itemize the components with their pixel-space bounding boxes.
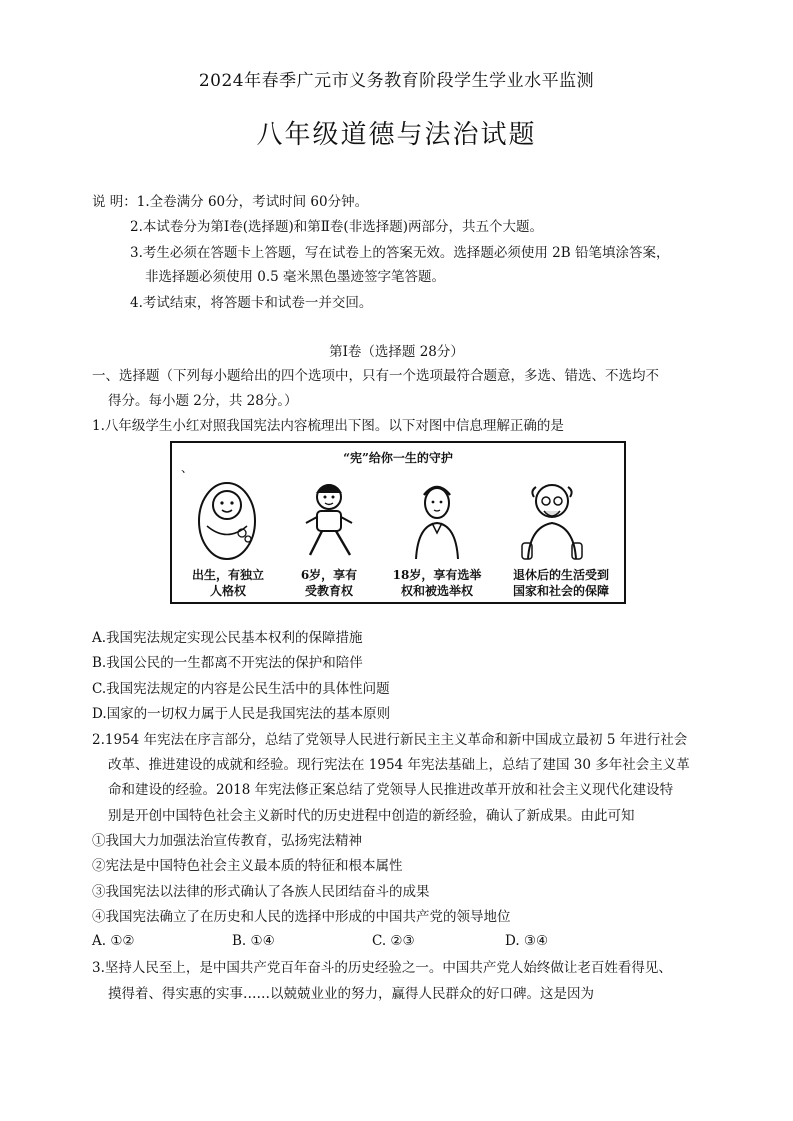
question-2-statement-2: ②宪法是中国特色社会主义最本质的特征和根本属性 (92, 858, 403, 874)
question-2-line-3: 命和建设的经验。2018 年宪法修正案总结了党领导人民推进改革开放和社会主义现代化建设特 (108, 782, 674, 798)
question-2-option-c: C. ②③ (372, 933, 415, 949)
baby-illustration (192, 471, 262, 563)
note-line-2: 2.本试卷分为第Ⅰ卷(选择题)和第Ⅱ卷(非选择题)两部分，共五个大题。 (130, 219, 543, 235)
question-2-line-4: 别是开创中国特色社会主义新时代的历史进程中创造的新经验，确认了新成果。由此可知 (108, 808, 635, 824)
young-adult-illustration (402, 473, 472, 563)
question-2-option-a: A. ①② (92, 933, 135, 949)
figure-caption-retirement: 退休后的生活受到 国家和社会的保障 (512, 568, 609, 598)
question-1-option-d: D.国家的一切权力属于人民是我国宪法的基本原则 (92, 706, 391, 722)
figure-caption-birth: 出生，有独立 人格权 (191, 568, 264, 598)
note-line-3: 3.考生必须在答题卡上答题，写在试卷上的答案无效。选择题必须使用 2B 铅笔填涂答案， (130, 245, 670, 261)
elder-illustration (512, 471, 592, 563)
question-3-line-2: 摸得着、得实惠的实事……以兢兢业业的努力，赢得人民群众的好口碑。这是因为 (108, 986, 594, 1002)
section-heading: 第Ⅰ卷（选择题 28分） (329, 344, 464, 360)
section-intro-1: 一、选择题（下列每小题给出的四个选项中，只有一个选项最符合题意，多选、错选、不选均不 (92, 368, 659, 384)
note-line-4: 4.考试结束，将答题卡和试卷一并交回。 (130, 295, 373, 311)
figure-mark: 、 (181, 461, 194, 475)
question-1-option-b: B.我国公民的一生都离不开宪法的保护和陪伴 (92, 655, 363, 671)
question-1-option-a: A.我国宪法规定实现公民基本权利的保障措施 (92, 630, 363, 646)
question-2-line-2: 改革、推进建设的成就和经验。现行宪法在 1954 年宪法基础上，总结了建国 30 多年社会主义革 (108, 757, 690, 773)
question-2-statement-3: ③我国宪法以法律的形式确认了各族人民团结奋斗的成果 (92, 884, 430, 900)
note-line-3b: 非选择题必须使用 0.5 毫米黑色墨迹签字笔答题。 (145, 269, 446, 285)
child-illustration (294, 473, 364, 563)
figure-caption-age-6: 6岁，享有 受教育权 (300, 568, 358, 598)
note-line-1: 说 明：1.全卷满分 60分，考试时间 60分钟。 (92, 194, 369, 210)
question-1-option-c: C.我国宪法规定的内容是公民生活中的具体性问题 (92, 681, 390, 697)
question-2-line-1: 2.1954 年宪法在序言部分，总结了党领导人民进行新民主主义革命和新中国成立最初 5 年进行社会 (92, 732, 688, 748)
figure-caption-age-18: 18岁，享有选举 权和被选举权 (392, 568, 482, 598)
question-2-statement-1: ①我国大力加强法治宣传教育，弘扬宪法精神 (92, 833, 362, 849)
section-intro-2: 得分。每小题 2分，共 28分。） (108, 393, 298, 409)
question-1-stem: 1.八年级学生小红对照我国宪法内容梳理出下图。以下对图中信息理解正确的是 (92, 418, 564, 434)
figure-title: “宪”给你一生的守护 (343, 451, 453, 465)
exam-title: 2024年春季广元市义务教育阶段学生学业水平监测 (198, 71, 595, 91)
subject-title: 八年级道德与法治试题 (256, 120, 537, 150)
constitution-lifetime-figure (170, 441, 626, 604)
question-2-option-d: D. ③④ (505, 933, 549, 949)
question-3-line-1: 3.坚持人民至上，是中国共产党百年奋斗的历史经验之一。中国共产党人始终做让老百姓看得见、 (92, 960, 672, 976)
question-2-statement-4: ④我国宪法确立了在历史和人民的选择中形成的中国共产党的领导地位 (92, 909, 511, 925)
question-2-option-b: B. ①④ (232, 933, 275, 949)
